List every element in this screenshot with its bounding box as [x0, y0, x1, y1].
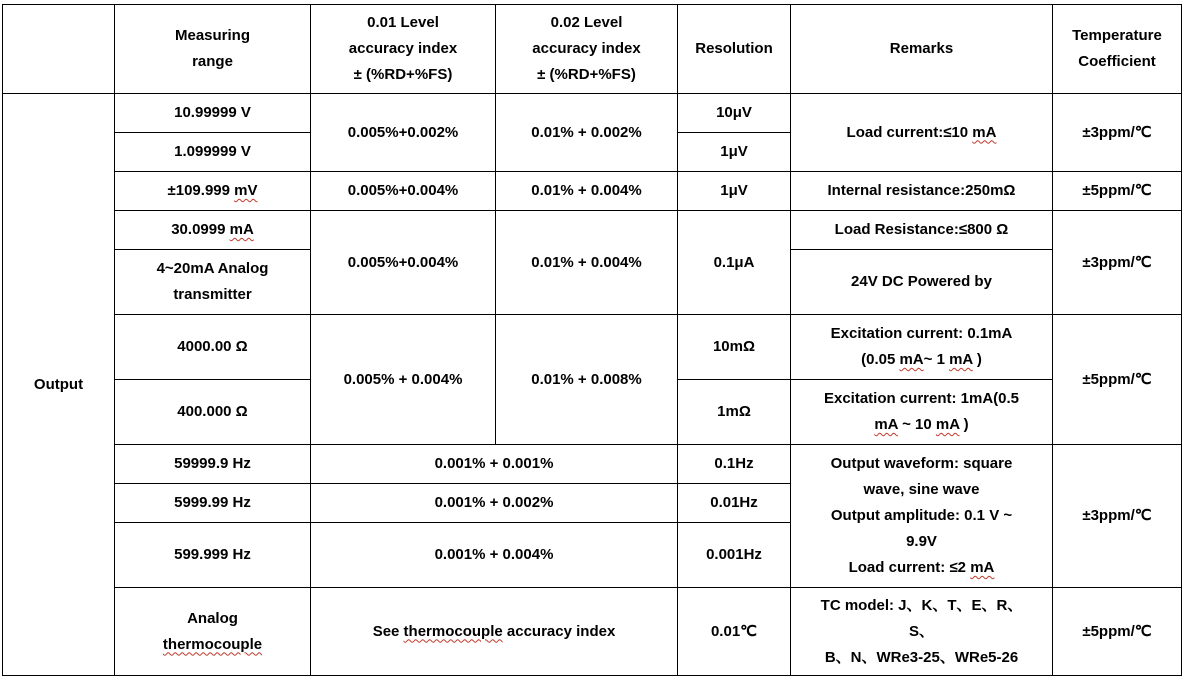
header-level-001: 0.01 Level accuracy index ± (%RD+%FS) [311, 5, 496, 94]
remark-cell: TC model: J、K、T、E、R、 S、 B、N、WRe3-25、WRe5-26 [791, 588, 1053, 676]
resolution-cell: 1mΩ [678, 380, 791, 445]
accuracy-cell: See thermocouple accuracy index [311, 588, 678, 676]
spec-table [2, 4, 1182, 676]
group-label-output: Output [3, 94, 115, 676]
tempco-cell: ±5ppm/℃ [1053, 315, 1182, 445]
table-row [3, 445, 1182, 484]
resolution-cell: 1μV [678, 133, 791, 172]
remark-cell: Load current:≤10 mA [791, 94, 1053, 172]
remark-cell: Output waveform: square wave, sine wave Output amplitude: 0.1 V ~ 9.9V Load current: ≤2 mA [791, 445, 1053, 588]
accuracy-001-cell: 0.005%+0.004% [311, 172, 496, 211]
range-cell: Analog thermocouple [115, 588, 311, 676]
header-measuring-range: Measuring range [115, 5, 311, 94]
resolution-cell: 10mΩ [678, 315, 791, 380]
accuracy-cell: 0.001% + 0.004% [311, 523, 678, 588]
range-cell: 599.999 Hz [115, 523, 311, 588]
resolution-cell: 0.1μA [678, 211, 791, 315]
resolution-cell: 0.1Hz [678, 445, 791, 484]
remark-cell: Excitation current: 1mA(0.5 mA ~ 10 mA ) [791, 380, 1053, 445]
range-cell: 30.0999 mA [115, 211, 311, 250]
header-remarks: Remarks [791, 5, 1053, 94]
accuracy-001-cell: 0.005%+0.002% [311, 94, 496, 172]
resolution-cell: 10μV [678, 94, 791, 133]
remark-cell: 24V DC Powered by [791, 250, 1053, 315]
remark-cell: Load Resistance:≤800 Ω [791, 211, 1053, 250]
range-cell: 5999.99 Hz [115, 484, 311, 523]
header-row [3, 5, 1182, 94]
table-row [3, 94, 1182, 133]
header-resolution: Resolution [678, 5, 791, 94]
table-row [3, 588, 1182, 676]
tempco-cell: ±5ppm/℃ [1053, 588, 1182, 676]
table-row [3, 315, 1182, 380]
header-blank-cell [3, 5, 115, 94]
resolution-cell: 0.01Hz [678, 484, 791, 523]
accuracy-002-cell: 0.01% + 0.004% [496, 211, 678, 315]
remark-cell: Excitation current: 0.1mA (0.05 mA~ 1 mA ) [791, 315, 1053, 380]
range-cell: 400.000 Ω [115, 380, 311, 445]
accuracy-002-cell: 0.01% + 0.008% [496, 315, 678, 445]
range-cell: ±109.999 mV [115, 172, 311, 211]
header-level-002: 0.02 Level accuracy index ± (%RD+%FS) [496, 5, 678, 94]
accuracy-cell: 0.001% + 0.002% [311, 484, 678, 523]
accuracy-001-cell: 0.005%+0.004% [311, 211, 496, 315]
tempco-cell: ±3ppm/℃ [1053, 445, 1182, 588]
accuracy-002-cell: 0.01% + 0.002% [496, 94, 678, 172]
resolution-cell: 1μV [678, 172, 791, 211]
range-cell: 1.099999 V [115, 133, 311, 172]
range-cell: 59999.9 Hz [115, 445, 311, 484]
tempco-cell: ±5ppm/℃ [1053, 172, 1182, 211]
header-temperature-coefficient: Temperature Coefficient [1053, 5, 1182, 94]
range-cell: 10.99999 V [115, 94, 311, 133]
table-row [3, 172, 1182, 211]
accuracy-001-cell: 0.005% + 0.004% [311, 315, 496, 445]
range-cell: 4000.00 Ω [115, 315, 311, 380]
tempco-cell: ±3ppm/℃ [1053, 211, 1182, 315]
resolution-cell: 0.01℃ [678, 588, 791, 676]
remark-cell: Internal resistance:250mΩ [791, 172, 1053, 211]
accuracy-cell: 0.001% + 0.001% [311, 445, 678, 484]
accuracy-002-cell: 0.01% + 0.004% [496, 172, 678, 211]
tempco-cell: ±3ppm/℃ [1053, 94, 1182, 172]
table-row [3, 211, 1182, 250]
resolution-cell: 0.001Hz [678, 523, 791, 588]
range-cell: 4~20mA Analog transmitter [115, 250, 311, 315]
